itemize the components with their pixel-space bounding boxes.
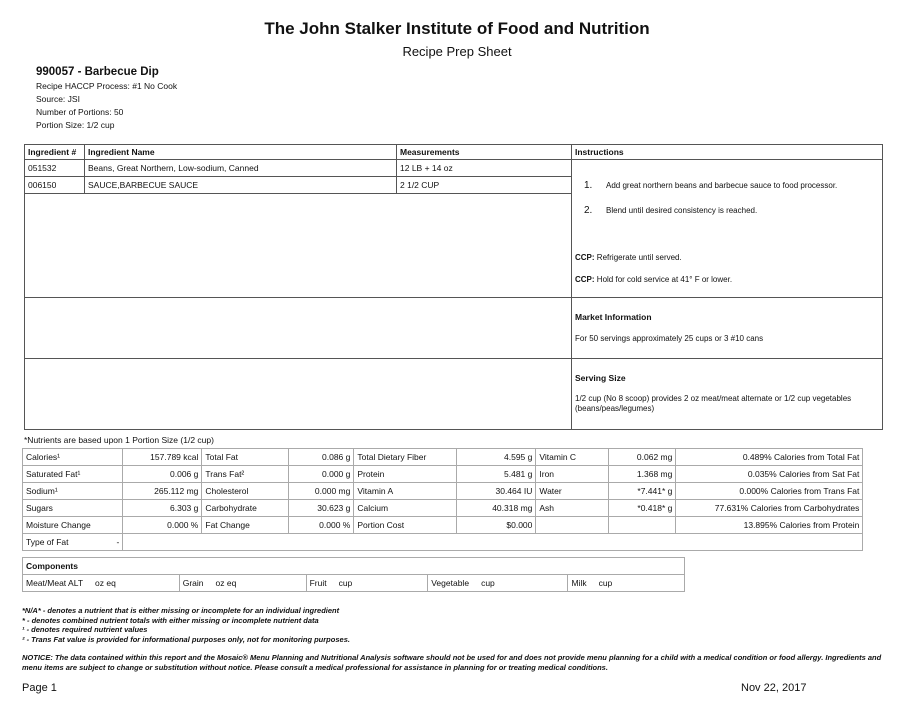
nutrient-cell: Sugars	[23, 500, 123, 517]
footnote: ² - Trans Fat value is provided for informational purposes only, not for monitoring purposes.	[22, 634, 350, 644]
ccp-note	[575, 253, 682, 262]
recipe-portion-size: Portion Size: 1/2 cup	[36, 120, 115, 130]
serving-left-cell	[25, 359, 572, 430]
step-number: 2.	[584, 205, 593, 216]
nutrient-row	[23, 466, 863, 483]
nutrient-cell: 1.368 mg	[609, 466, 676, 483]
step-text: Add great northern beans and barbecue sauce to food processor.	[606, 181, 838, 190]
components-table	[22, 557, 685, 592]
nutrient-cell: 0.006 g	[123, 466, 202, 483]
nutrient-cell: 157.789 kcal	[123, 449, 202, 466]
component-name: Fruit	[309, 578, 327, 588]
recipe-portions: Number of Portions: 50	[36, 107, 124, 117]
components-row	[23, 575, 685, 592]
nutrient-cell	[536, 517, 609, 534]
component-name: Vegetable	[431, 578, 470, 588]
footnote: *N/A* - denotes a nutrient that is either missing or incomplete for an individual ingredient	[22, 606, 340, 615]
step-text: Blend until desired consistency is reached.	[606, 206, 758, 215]
report-date: Nov 22, 2017	[741, 682, 807, 694]
market-label: Market Information	[575, 312, 652, 322]
recipe-haccp: Recipe HACCP Process: #1 No Cook	[36, 81, 178, 91]
component-cell	[179, 575, 306, 592]
nutrient-cell: $0.000	[457, 517, 536, 534]
type-of-fat-value: -	[116, 537, 120, 547]
nutrient-cell: 4.595 g	[457, 449, 536, 466]
component-cell	[23, 575, 180, 592]
nutrient-cell: Fat Change	[202, 517, 289, 534]
footnote: ¹ - denotes required nutrient values	[22, 625, 148, 634]
nutrient-cell: Vitamin C	[536, 449, 609, 466]
instruction-step	[584, 180, 837, 191]
nutrient-cell: 30.623 g	[289, 500, 354, 517]
page-number: Page 1	[22, 682, 57, 694]
nutrient-cell: Saturated Fat¹	[23, 466, 123, 483]
nutrient-cell: 30.464 IU	[457, 483, 536, 500]
instruction-step	[584, 205, 757, 216]
nutrient-cell: 0.062 mg	[609, 449, 676, 466]
ccp-note	[575, 275, 732, 284]
ingredient-name: Beans, Great Northern, Low-sodium, Canned	[85, 160, 397, 177]
ccp-label: CCP:	[575, 275, 595, 284]
nutrient-row	[23, 517, 863, 534]
nutrient-cell: *0.418* g	[609, 500, 676, 517]
nutrients-table	[22, 448, 863, 551]
component-cell	[428, 575, 568, 592]
component-unit: cup	[481, 578, 495, 588]
component-cell	[306, 575, 428, 592]
nutrient-cell: 265.112 mg	[123, 483, 202, 500]
nutrient-cell: Total Dietary Fiber	[354, 449, 457, 466]
recipe-name: 990057 - Barbecue Dip	[36, 66, 159, 78]
nutrient-row	[23, 449, 863, 466]
nutrient-cell: 40.318 mg	[457, 500, 536, 517]
component-unit: cup	[338, 578, 353, 588]
instructions-cell	[572, 160, 883, 298]
nutrient-row	[23, 483, 863, 500]
type-of-fat-spacer	[123, 534, 863, 551]
nutrient-cell: Vitamin A	[354, 483, 457, 500]
type-of-fat-row	[23, 534, 863, 551]
nutrient-cell: Moisture Change	[23, 517, 123, 534]
nutrient-cell: Carbohydrate	[202, 500, 289, 517]
type-of-fat-label: Type of Fat -	[23, 534, 123, 551]
nutrient-cell: Trans Fat²	[202, 466, 289, 483]
component-name: Meat/Meat ALT	[26, 578, 84, 588]
nutrient-cell	[609, 517, 676, 534]
nutrient-cell: Calcium	[354, 500, 457, 517]
header-ingredient-name: Ingredient Name	[85, 145, 397, 160]
step-number: 1.	[584, 180, 593, 191]
nutrient-cell: 0.000 g	[289, 466, 354, 483]
footnote: * - denotes combined nutrient totals with either missing or incomplete nutrient data	[22, 615, 319, 625]
ingredient-empty-cell	[25, 194, 572, 298]
nutrient-cell: *7.441* g	[609, 483, 676, 500]
component-unit: cup	[598, 578, 613, 588]
ccp-text: Refrigerate until served.	[596, 253, 682, 262]
ccp-text: Hold for cold service at 41° F or lower.	[596, 275, 733, 284]
nutrient-cell: 77.631% Calories from Carbohydrates	[676, 500, 863, 517]
ingredients-table	[24, 144, 883, 430]
ingredient-name: SAUCE,BARBECUE SAUCE	[85, 177, 397, 194]
serving-row	[25, 359, 883, 430]
nutrient-cell: Portion Cost	[354, 517, 457, 534]
market-text: For 50 servings approximately 25 cups or 3 #10 cans	[575, 334, 764, 343]
nutrient-cell: Calories¹	[23, 449, 123, 466]
ingredient-measure: 2 1/2 CUP	[397, 177, 572, 194]
components-header-row	[23, 558, 685, 575]
ingredient-num: 006150	[25, 177, 85, 194]
nutrient-cell: Sodium¹	[23, 483, 123, 500]
ingredients-header-row	[25, 145, 883, 160]
nutrient-cell: 6.303 g	[123, 500, 202, 517]
component-unit: oz eq	[215, 578, 237, 588]
nutrient-cell: 5.481 g	[457, 466, 536, 483]
nutrient-cell: Total Fat	[202, 449, 289, 466]
serving-label: Serving Size	[575, 373, 626, 383]
nutrient-cell: 0.000 mg	[289, 483, 354, 500]
page-title: The John Stalker Institute of Food and Nutrition	[264, 19, 650, 38]
nutrient-cell: 0.000 %	[289, 517, 354, 534]
nutrients-note: *Nutrients are based upon 1 Portion Size (1/2 cup)	[24, 435, 214, 445]
nutrient-cell: Water	[536, 483, 609, 500]
nutrient-cell: 0.489% Calories from Total Fat	[676, 449, 863, 466]
ingredient-row	[25, 160, 883, 177]
header-instructions: Instructions	[572, 145, 883, 160]
ingredient-measure: 12 LB + 14 oz	[397, 160, 572, 177]
recipe-source: Source: JSI	[36, 94, 80, 104]
component-name: Grain	[182, 578, 204, 588]
serving-text: 1/2 cup (No 8 scoop) provides 2 oz meat/meat alternate or 1/2 cup vegetables (beans/peas/legumes)	[575, 394, 852, 413]
nutrient-cell: 0.000% Calories from Trans Fat	[676, 483, 863, 500]
nutrient-cell: Ash	[536, 500, 609, 517]
nutrient-cell: 0.086 g	[289, 449, 354, 466]
market-cell	[572, 298, 883, 359]
nutrient-cell: 13.895% Calories from Protein	[676, 517, 863, 534]
serving-cell	[572, 359, 883, 430]
page-subtitle: Recipe Prep Sheet	[402, 44, 512, 59]
nutrient-cell: Iron	[536, 466, 609, 483]
ingredient-num: 051532	[25, 160, 85, 177]
component-unit: oz eq	[95, 578, 116, 588]
market-row	[25, 298, 883, 359]
nutrient-cell: 0.035% Calories from Sat Fat	[676, 466, 863, 483]
header-ingredient-num: Ingredient #	[25, 145, 85, 160]
components-label: Components	[23, 558, 685, 575]
component-cell	[568, 575, 685, 592]
nutrient-cell: Cholesterol	[202, 483, 289, 500]
nutrient-row	[23, 500, 863, 517]
ccp-label: CCP:	[575, 253, 595, 262]
notice-text: NOTICE: The data contained within this report and the Mosaic® Menu Planning and Nutritional Analysis software should not be used for and does not provide menu planning for a child with a medical condition or food allergy. Ingredients and menu items are subject to change or substitution without notice. Please consult a medical professional for assistance in planning for or treating medical conditions.	[22, 653, 882, 672]
market-left-cell	[25, 298, 572, 359]
nutrient-cell: 0.000 %	[123, 517, 202, 534]
nutrient-cell: Protein	[354, 466, 457, 483]
header-measurements: Measurements	[397, 145, 572, 160]
component-name: Milk	[571, 578, 587, 588]
